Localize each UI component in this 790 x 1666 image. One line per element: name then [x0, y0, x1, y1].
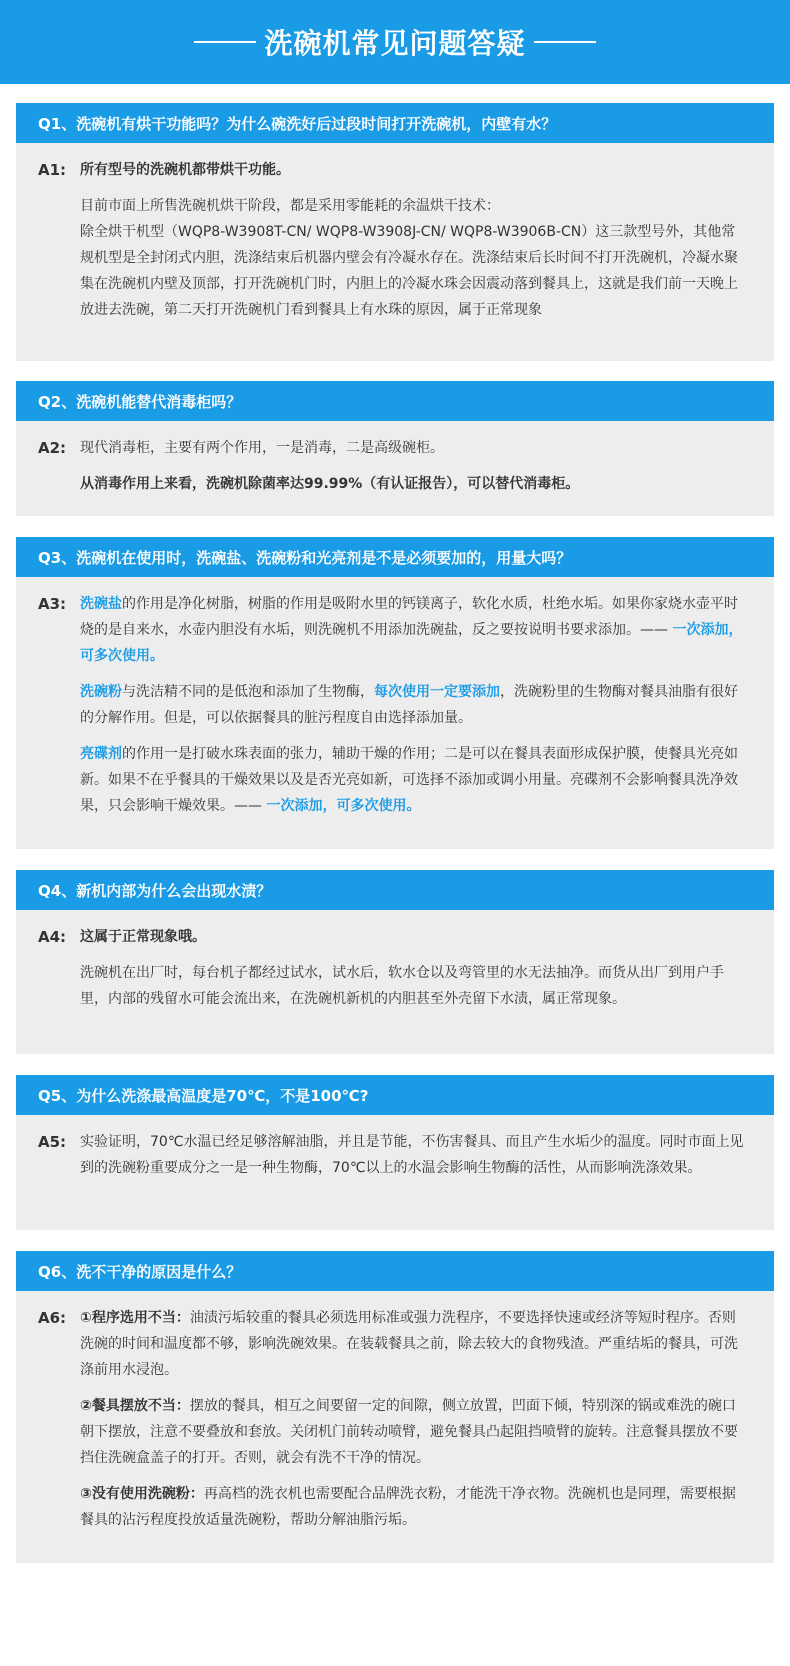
answer-text	[80, 1129, 748, 1191]
answer-4	[16, 910, 774, 1022]
answer-6	[16, 1291, 774, 1543]
answer-paragraph	[80, 193, 748, 219]
answer-span: 所有型号的洗碗机都带烘干功能。	[80, 162, 290, 178]
question-6: Q6、洗不干净的原因是什么？	[16, 1251, 774, 1291]
question-5: Q5、为什么洗涤最高温度是70℃，不是100℃?	[16, 1075, 774, 1115]
answer-5	[16, 1115, 774, 1191]
answer-label: A4:	[38, 928, 67, 946]
answer-paragraph	[80, 924, 748, 950]
answer-2	[16, 421, 774, 507]
answer-paragraph	[80, 1305, 748, 1383]
answer-span: 与洗洁精不同的是低泡和添加了生物酶，	[122, 684, 374, 700]
answer-span: 再高档的洗衣机也需要配合品牌洗衣粉，才能洗干净衣物。洗碗机也是同理，需要根据餐具的沾污程度投放适量洗碗粉，帮助分解油脂污垢。	[80, 1486, 736, 1528]
qa-block-1	[16, 103, 774, 361]
answer-span: 目前市面上所售洗碗机烘干阶段，都是采用零能耗的余温烘干技术：	[80, 198, 500, 214]
answer-span: ，洗碗粉里的生物酶对餐具油脂有很好的分解作用。但是，可以依据餐具的脏污程度自由选择添加量。	[80, 684, 738, 726]
answer-text	[80, 1305, 748, 1543]
answer-span: 的作用是净化树脂，树脂的作用是吸附水里的钙镁离子，软化水质，杜绝水垢。如果你家烧水壶平时烧的是自来水，水壶内胆没有水垢，则洗碗机不用添加洗碗盐，反之要按说明书要求添加。——	[80, 596, 738, 638]
header-left-line	[194, 41, 256, 43]
answer-label: A2:	[38, 439, 67, 457]
highlight-note: 一次添加，可多次使用。	[266, 798, 421, 814]
answer-paragraph	[80, 1393, 748, 1471]
answer-paragraph	[80, 157, 748, 183]
answer-label: A6:	[38, 1309, 67, 1327]
question-3: Q3、洗碗机在使用时，洗碗盐、洗碗粉和光亮剂是不是必须要加的，用量大吗？	[16, 537, 774, 577]
answer-span: 的作用一是打破水珠表面的张力，辅助干燥的作用；二是可以在餐具表面形成保护膜，使餐具光亮如新。如果不在乎餐具的干燥效果以及是否光亮如新，可选择不添加或调小用量。亮碟剂不会影响餐具洗净效果，只会影响干燥效果。——	[80, 746, 738, 814]
qa-block-2	[16, 381, 774, 516]
question-1: Q1、洗碗机有烘干功能吗？为什么碗洗好后过段时间打开洗碗机，内壁有水？	[16, 103, 774, 143]
qa-block-3	[16, 537, 774, 849]
answer-paragraph	[80, 679, 748, 731]
answer-label: A1:	[38, 161, 67, 179]
answer-text	[80, 157, 748, 333]
answer-paragraph	[80, 960, 748, 1012]
answer-label: A5:	[38, 1133, 67, 1151]
page-title: 洗碗机常见问题答疑	[264, 27, 526, 60]
term-dishwasher-salt: 洗碗盐	[80, 596, 122, 612]
answer-span: 从消毒作用上来看，洗碗机除菌率达99.99%（有认证报告），可以替代消毒柜。	[80, 476, 580, 492]
answer-span: 除全烘干机型（WQP8-W3908T-CN/ WQP8-W3908J-CN/ WQP8-W3906B-CN）这三款型号外，其他常规机型是全封闭式内胆，洗涤结束后机器内壁会有冷凝水存在。洗涤结束后长时间不打开洗碗机，冷凝水聚集在洗碗机内壁及顶部，打开洗碗机门时，内胆上的冷凝水珠会因震动落到餐具上，这就是我们前一天晚上放进去洗碗，第二天打开洗碗机门看到餐具上有水珠的原因，属于正常现象	[80, 224, 738, 318]
qa-block-6	[16, 1251, 774, 1563]
question-2: Q2、洗碗机能替代消毒柜吗？	[16, 381, 774, 421]
answer-paragraph	[80, 219, 748, 323]
answer-text	[80, 435, 748, 507]
question-4: Q4、新机内部为什么会出现水渍？	[16, 870, 774, 910]
term-dishwasher-powder: 洗碗粉	[80, 684, 122, 700]
highlight-note: 一次添加，可多次使用。	[80, 622, 743, 664]
answer-span: 洗碗机在出厂时，每台机子都经过试水，试水后，软水仓以及弯管里的水无法抽净。而货从出厂到用户手里，内部的残留水可能会流出来，在洗碗机新机的内胆甚至外壳留下水渍，属正常现象。	[80, 965, 724, 1007]
answer-paragraph	[80, 1481, 748, 1533]
answer-text	[80, 924, 748, 1022]
answer-paragraph	[80, 591, 748, 669]
answer-text	[80, 591, 748, 829]
qa-block-5	[16, 1075, 774, 1230]
answer-3	[16, 577, 774, 829]
answer-span: 实验证明，70℃水温已经足够溶解油脂，并且是节能，不伤害餐具、而且产生水垢少的温度。同时市面上见到的洗碗粉重要成分之一是一种生物酶，70℃以上的水温会影响生物酶的活性，从而影响洗涤效果。	[80, 1134, 744, 1176]
answer-label: A3:	[38, 595, 67, 613]
cause-heading: ③没有使用洗碗粉：	[80, 1486, 204, 1502]
answer-span: 这属于正常现象哦。	[80, 929, 206, 945]
answer-paragraph	[80, 1129, 748, 1181]
cause-heading: ②餐具摆放不当：	[80, 1398, 190, 1414]
answer-paragraph	[80, 741, 748, 819]
answer-1	[16, 143, 774, 333]
answer-span: 摆放的餐具，相互之间要留一定的间隙，侧立放置，凹面下倾，特别深的锅或难洗的碗口朝下摆放，注意不要叠放和套放。关闭机门前转动喷臂，避免餐具凸起阻挡喷臂的旋转。注意餐具摆放不要挡住洗碗盒盖子的打开。否则，就会有洗不干净的情况。	[80, 1398, 738, 1466]
page-header	[0, 0, 790, 84]
cause-heading: ①程序选用不当：	[80, 1310, 190, 1326]
answer-span: 油渍污垢较重的餐具必须选用标准或强力洗程序，不要选择快速或经济等短时程序。否则洗碗的时间和温度都不够，影响洗碗效果。在装载餐具之前，除去较大的食物残渣。严重结垢的餐具，可洗涤前用水浸泡。	[80, 1310, 738, 1378]
highlight-note: 每次使用一定要添加	[374, 684, 500, 700]
qa-block-4	[16, 870, 774, 1054]
term-rinse-aid: 亮碟剂	[80, 746, 122, 762]
answer-span: 现代消毒柜，主要有两个作用，一是消毒，二是高级碗柜。	[80, 440, 444, 456]
header-right-line	[534, 41, 596, 43]
answer-paragraph	[80, 471, 748, 497]
answer-paragraph	[80, 435, 748, 461]
